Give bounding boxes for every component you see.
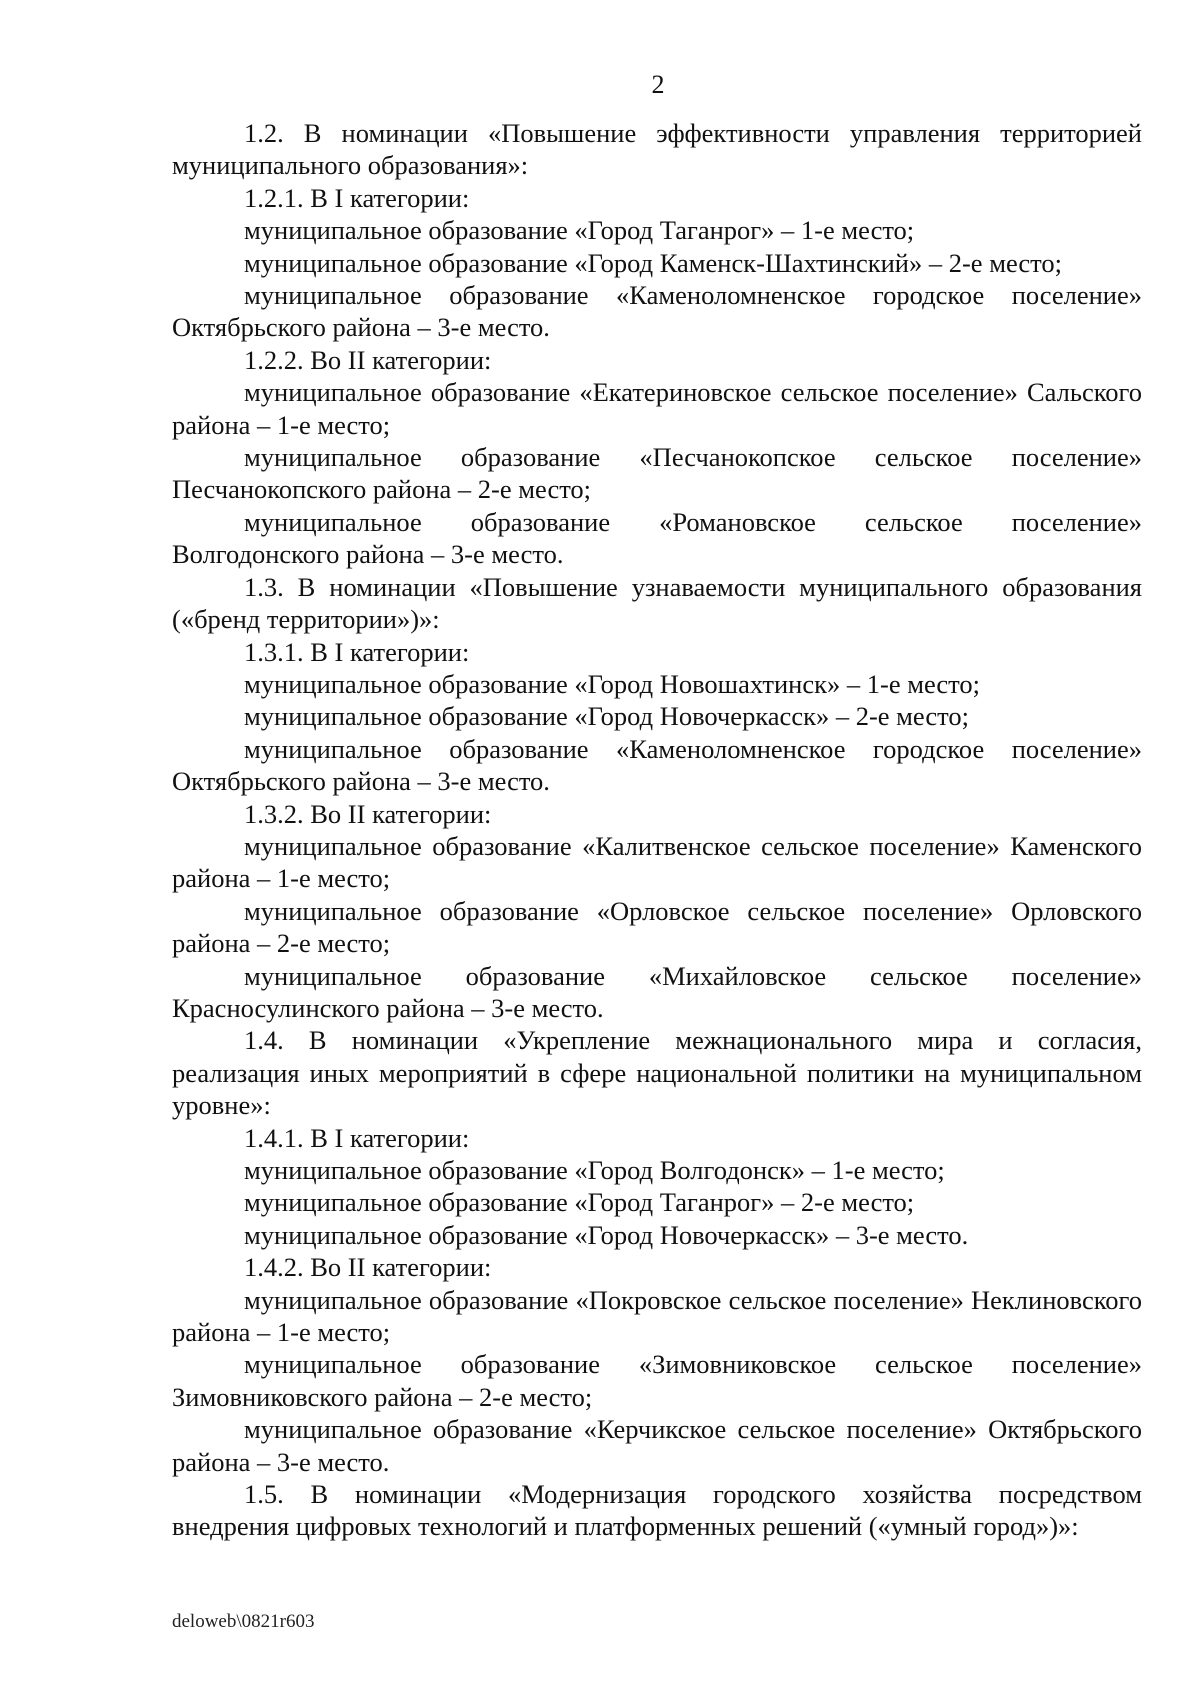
- document-body: [172, 117, 1142, 1543]
- paragraph-1-4: 1.4. В номинации «Укрепление межнационального мира и согласия, реализация иных мероприятий в сфере национальной политики на муниципальном уровне»:: [172, 1025, 1142, 1121]
- paragraph-1-4-2: 1.4.2. Во II категории:: [244, 1252, 492, 1283]
- list-item: муниципальное образование «Екатериновское сельское поселение» Сальского района – 1-е место;: [172, 377, 1142, 440]
- list-item: муниципальное образование «Песчанокопское сельское поселение» Песчанокопского района – 2-е место;: [172, 442, 1142, 505]
- list-item: муниципальное образование «Керчикское сельское поселение» Октябрьского района – 3-е место.: [172, 1414, 1142, 1477]
- list-item: муниципальное образование «Каменоломненское городское поселение» Октябрьского района – 3-е место.: [172, 733, 1142, 797]
- list-item: муниципальное образование «Орловское сельское поселение» Орловского района – 2-е место;: [172, 895, 1142, 959]
- paragraph-1-5: 1.5. В номинации «Модернизация городского хозяйства посредством внедрения цифровых технологий и платформенных решений («умный город»)»:: [172, 1479, 1142, 1542]
- list-item: муниципальное образование «Покровское сельское поселение» Неклиновского района – 1-е место;: [172, 1284, 1142, 1348]
- list-item: муниципальное образование «Город Каменск-Шахтинский» – 2-е место;: [244, 247, 1062, 278]
- paragraph-1-2-2: 1.2.2. Во II категории:: [244, 344, 492, 375]
- paragraph-1-2: 1.2. В номинации «Повышение эффективности управления территорией муниципального образования»:: [172, 118, 1142, 181]
- list-item: муниципальное образование «Зимовниковское сельское поселение» Зимовниковского района – 2-е место;: [172, 1349, 1142, 1412]
- list-item: муниципальное образование «Каменоломненское городское поселение» Октябрьского района – 3-е место.: [172, 280, 1142, 343]
- list-item: муниципальное образование «Город Волгодонск» – 1-е место;: [244, 1155, 945, 1185]
- list-item: муниципальное образование «Калитвенское сельское поселение» Каменского района – 1-е место;: [172, 830, 1142, 894]
- list-item: муниципальное образование «Михайловское сельское поселение» Красносулинского района – 3-е место.: [172, 960, 1142, 1023]
- paragraph-1-2-1: 1.2.1. В I категории:: [244, 182, 470, 213]
- list-item: муниципальное образование «Романовское сельское поселение» Волгодонского района – 3-е место.: [172, 506, 1142, 570]
- paragraph-1-3-2: 1.3.2. Во II категории:: [244, 798, 492, 829]
- list-item: муниципальное образование «Город Таганрог» – 2-е место;: [244, 1187, 915, 1218]
- document-code-footer: deloweb\0821r603: [172, 1611, 315, 1632]
- list-item: муниципальное образование «Город Новочеркасск» – 2-е место;: [244, 701, 969, 732]
- list-item: муниципальное образование «Город Таганрог» – 1-е место;: [244, 215, 915, 246]
- list-item: муниципальное образование «Город Новочеркасск» – 3-е место.: [244, 1219, 969, 1250]
- page-number: 2: [651, 70, 665, 99]
- paragraph-1-3-1: 1.3.1. В I категории:: [244, 636, 470, 667]
- paragraph-1-3: 1.3. В номинации «Повышение узнаваемости муниципального образования («бренд территории»)»:: [172, 571, 1142, 635]
- list-item: муниципальное образование «Город Новошахтинск» – 1-е место;: [244, 668, 981, 699]
- paragraph-1-4-1: 1.4.1. В I категории:: [244, 1122, 470, 1153]
